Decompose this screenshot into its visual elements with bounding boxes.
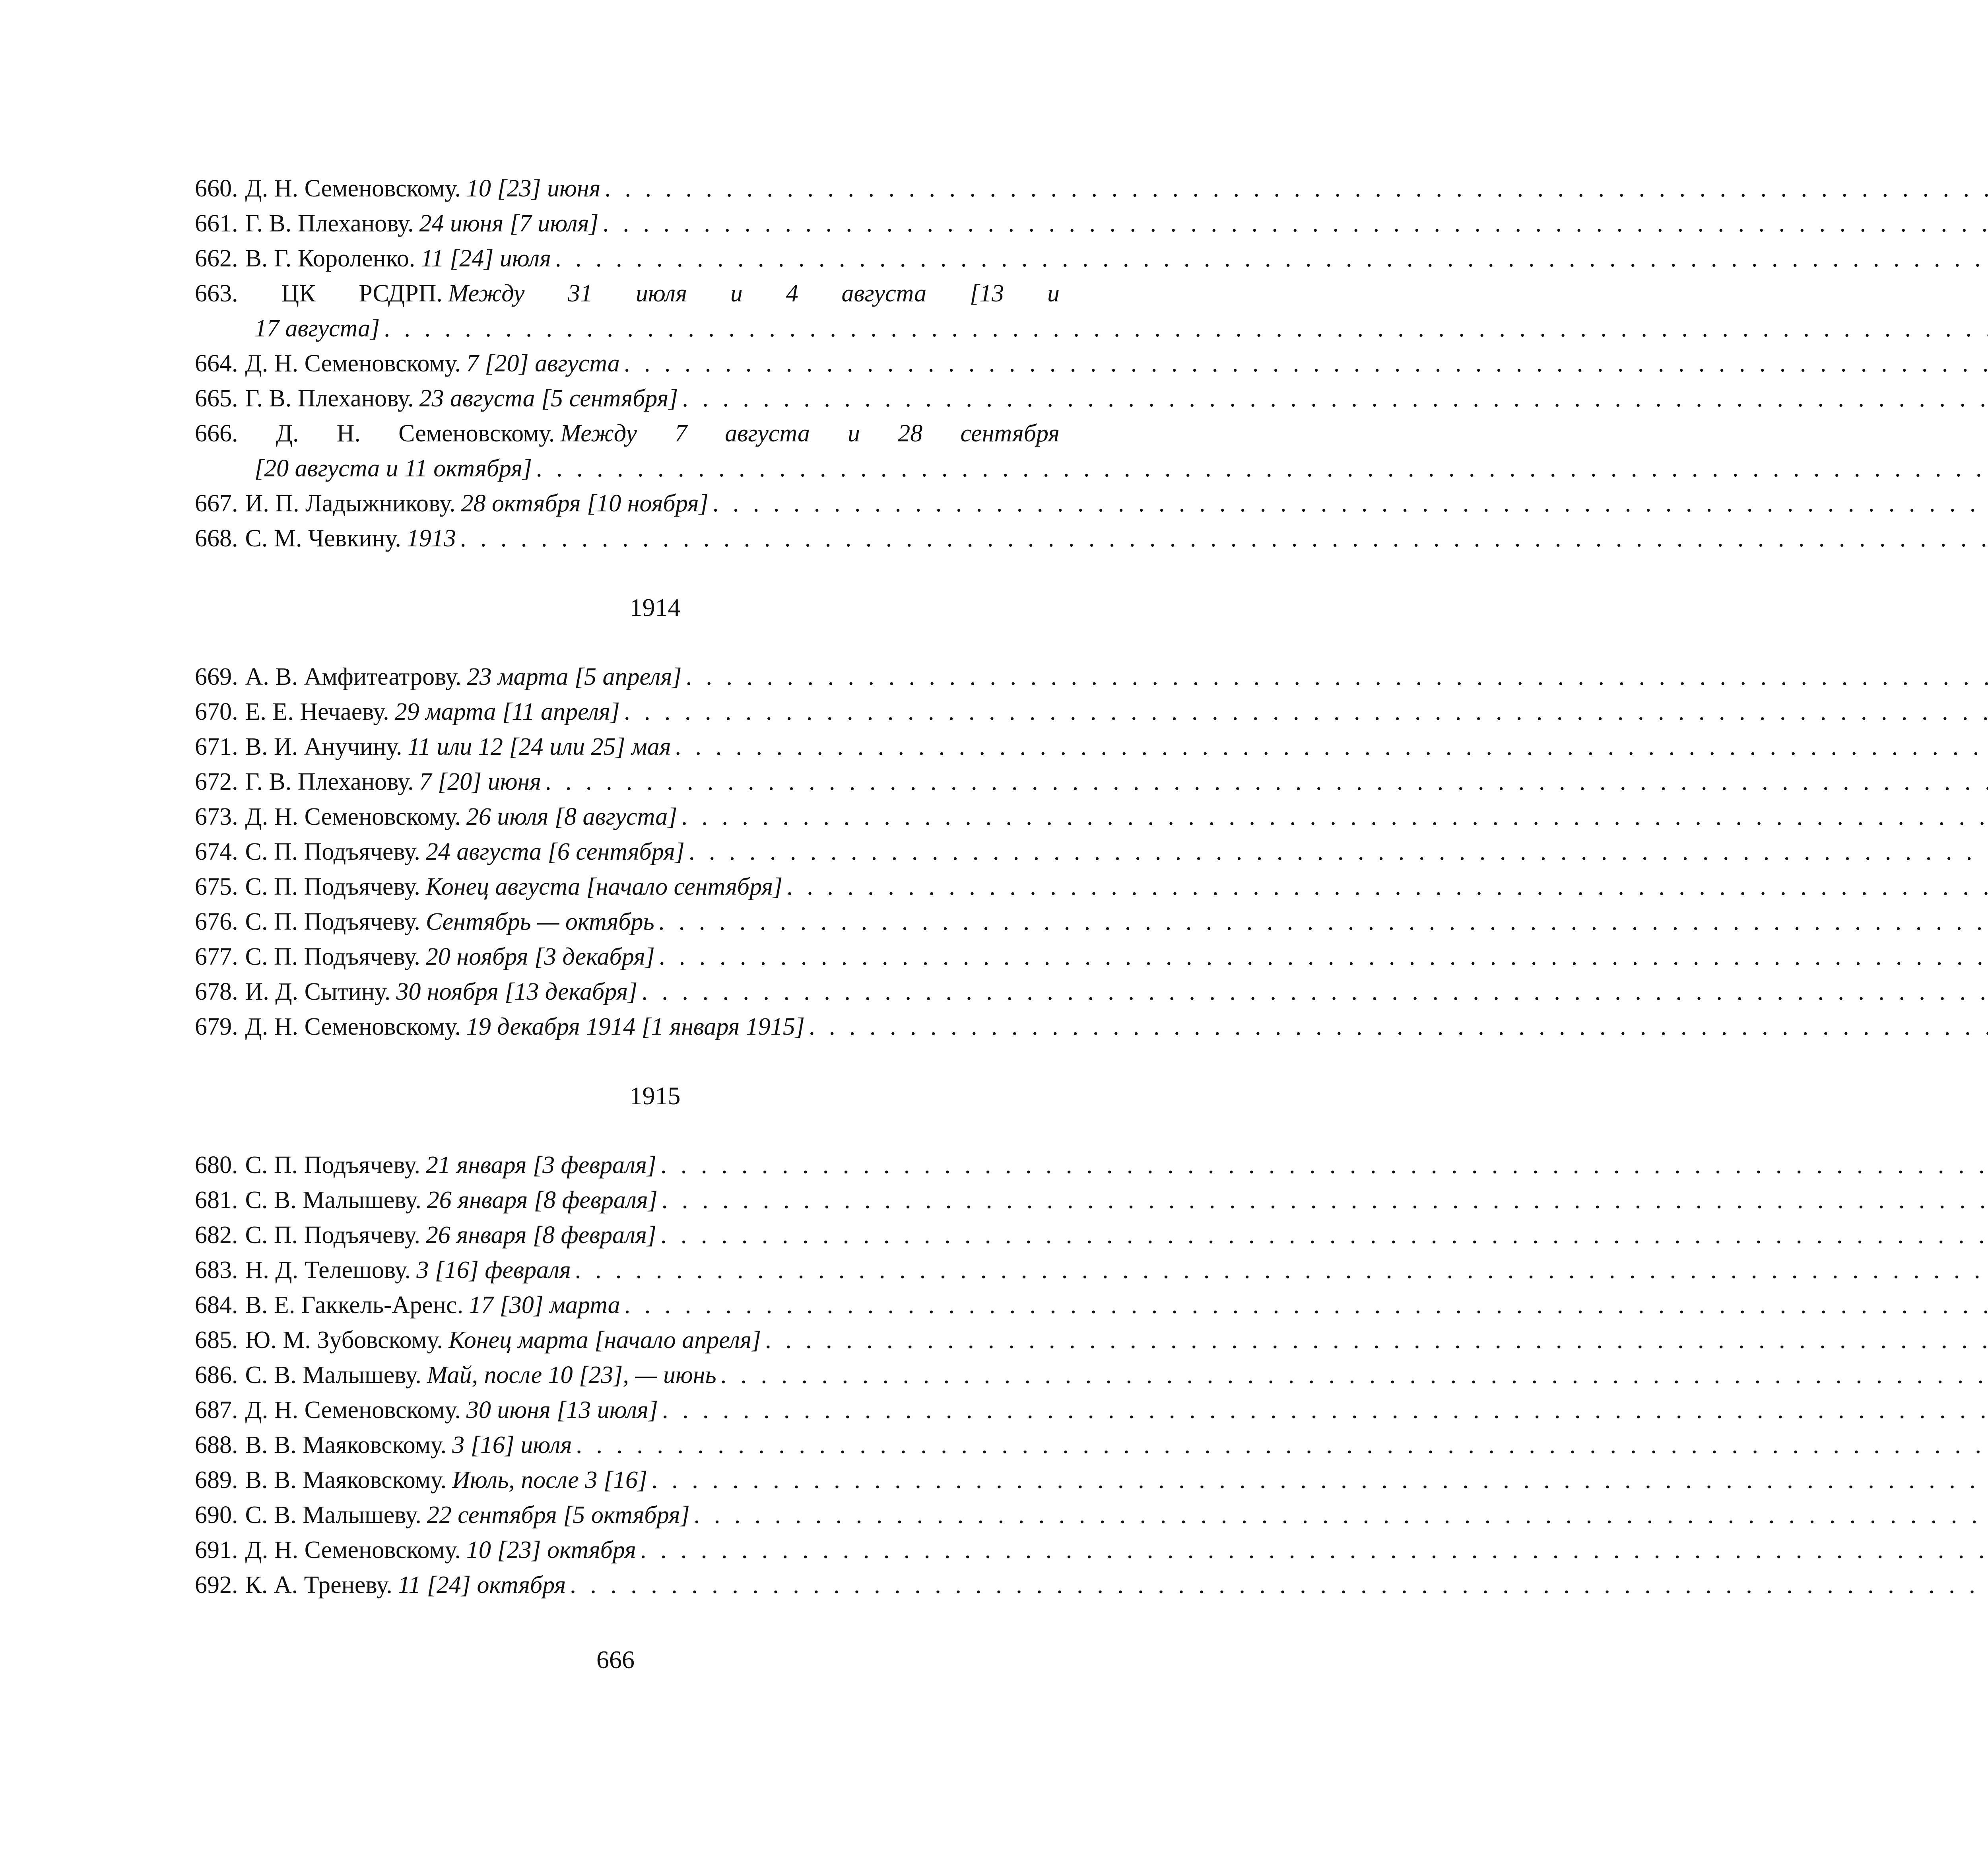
entry-addressee: Д. Н. Семеновскому. (276, 420, 555, 447)
entry-addressee: Г. В. Плеханову. (245, 210, 414, 237)
dot-leader (659, 939, 1988, 974)
entry-date: 11 [24] октября (398, 1571, 566, 1599)
dot-leader (384, 311, 1988, 346)
toc-entry (195, 1428, 1115, 1463)
toc-entry (195, 729, 1115, 764)
dot-leader (624, 1288, 1988, 1323)
toc-entry (195, 171, 1115, 206)
dot-leader (720, 1358, 1988, 1393)
toc-section (195, 171, 1115, 556)
entry-number: 670. (195, 698, 238, 725)
entry-title (245, 206, 599, 241)
entry-date: Май, после 10 [23], — июнь (427, 1362, 716, 1389)
entry-addressee: В. И. Анучину. (245, 733, 402, 760)
entry-addressee: С. П. Подъячеву. (245, 1222, 420, 1249)
entry-number: 683. (195, 1257, 238, 1284)
dot-leader (660, 1218, 1988, 1253)
entry-number: 684. (195, 1292, 238, 1319)
toc-entry (195, 939, 1115, 974)
entry-date: 11 [24] июля (421, 245, 551, 272)
entry-addressee: Д. Н. Семеновскому. (245, 350, 461, 377)
toc-entry (195, 1498, 1115, 1533)
dot-leader (576, 1428, 1988, 1463)
entry-title (245, 1393, 658, 1428)
entry-date: 1913 (406, 525, 456, 552)
toc-entry (195, 1288, 1115, 1323)
entry-addressee: И. П. Ладыжникову. (245, 490, 456, 517)
entry-date: 23 августа [5 сентября] (419, 385, 678, 412)
entry-title (245, 1568, 566, 1603)
entry-addressee: С. В. Малышеву. (245, 1187, 421, 1214)
toc-entry (195, 1323, 1115, 1358)
dot-leader (545, 764, 1988, 799)
entry-date: 10 [23] октября (466, 1536, 636, 1564)
entry-number: 680. (195, 1152, 238, 1179)
entry-title (245, 974, 638, 1009)
year-heading: 1915 (629, 1082, 681, 1110)
entry-number: 688. (195, 1432, 238, 1459)
entry-number: 691. (195, 1536, 238, 1564)
entry-addressee: Д. Н. Семеновскому. (245, 1536, 461, 1564)
entry-continuation-line (195, 451, 1115, 486)
entry-title (245, 834, 685, 869)
entry-addressee: А. В. Амфитеатрову. (245, 663, 462, 690)
entry-title (245, 764, 542, 799)
toc-entry (195, 1148, 1115, 1183)
dot-leader (575, 1253, 1988, 1288)
entry-number: 679. (195, 1013, 238, 1040)
entry-date: 22 сентября [5 октября] (427, 1502, 690, 1529)
dot-leader (624, 694, 1988, 729)
entry-title (245, 381, 678, 416)
entry-number: 692. (195, 1571, 238, 1599)
entry-addressee: Ю. М. Зубовскому. (245, 1327, 443, 1354)
entry-addressee: В. Г. Короленко. (245, 245, 415, 272)
toc-entry (195, 1393, 1115, 1428)
entry-number: 674. (195, 838, 238, 865)
entry-number: 676. (195, 908, 238, 935)
page-number: 666 (596, 1645, 635, 1674)
dot-leader (809, 1009, 1988, 1044)
entry-addressee: В. В. Маяковскому. (245, 1432, 447, 1459)
toc-entry (195, 764, 1115, 799)
dot-leader (662, 1183, 1988, 1218)
dot-leader (681, 799, 1988, 834)
toc-entry (195, 486, 1115, 521)
entry-title (245, 1428, 572, 1463)
entry-date: 7 [20] июня (419, 768, 542, 795)
toc-entry (195, 869, 1115, 904)
entry-addressee: С. П. Подъячеву. (245, 1152, 420, 1179)
entry-addressee: С. В. Малышеву. (245, 1362, 421, 1389)
toc-entry (195, 1009, 1115, 1044)
entry-number: 669. (195, 663, 238, 690)
toc-entry (195, 1253, 1115, 1288)
entry-title (245, 1253, 571, 1288)
entry-addressee: С. П. Подъячеву. (245, 908, 420, 935)
entry-date: Между 31 июля и 4 августа [13 и (448, 280, 1060, 307)
entry-title (245, 799, 678, 834)
entry-number: 664. (195, 350, 238, 377)
entry-addressee: С. М. Чевкину. (245, 525, 401, 552)
entry-date: 29 марта [11 апреля] (394, 698, 620, 725)
entry-number: 677. (195, 943, 238, 970)
toc-entry (195, 241, 1115, 276)
entry-date: 24 августа [6 сентября] (425, 838, 685, 865)
toc-entry (195, 1183, 1115, 1218)
dot-leader (675, 729, 1988, 764)
toc-entry (195, 276, 1115, 346)
entry-number: 665. (195, 385, 238, 412)
entry-addressee: Д. Н. Семеновскому. (245, 803, 461, 830)
entry-date: 11 или 12 [24 или 25] мая (408, 733, 671, 760)
entry-addressee: И. Д. Сытину. (245, 978, 391, 1005)
entry-addressee: Г. В. Плеханову. (245, 768, 414, 795)
entry-number: 663. (195, 280, 238, 307)
entry-date: 7 [20] августа (466, 350, 620, 377)
dot-leader (689, 834, 1988, 869)
toc-entry (195, 1358, 1115, 1393)
entry-number: 685. (195, 1327, 238, 1354)
entry-number: 686. (195, 1362, 238, 1389)
entry-date: 3 [16] февраля (416, 1257, 571, 1284)
toc-entry (195, 206, 1115, 241)
entry-date: Между 7 августа и 28 сентября (560, 420, 1060, 447)
entry-date: Июль, после 3 [16] (452, 1467, 648, 1494)
toc-entry (195, 381, 1115, 416)
entry-date: 30 ноября [13 декабря] (396, 978, 638, 1005)
entry-date: 19 декабря 1914 [1 января 1915] (466, 1013, 805, 1040)
entry-date: 28 октября [10 ноября] (461, 490, 709, 517)
toc-entry (195, 1463, 1115, 1498)
entry-date: Конец августа [начало сентября] (425, 873, 783, 900)
entry-number: 690. (195, 1502, 238, 1529)
entry-addressee: ЦК РСДРП. (281, 280, 443, 307)
entry-title (245, 486, 709, 521)
entry-number: 668. (195, 525, 238, 552)
entry-number: 681. (195, 1187, 238, 1214)
dot-leader (682, 381, 1988, 416)
dot-leader (536, 451, 1988, 486)
dot-leader (555, 241, 1988, 276)
entry-date: 24 июня [7 июля] (419, 210, 599, 237)
toc-entry (195, 904, 1115, 939)
dot-leader (712, 486, 1988, 521)
entry-title (245, 939, 655, 974)
toc-entry (195, 1568, 1115, 1603)
entry-title (245, 521, 456, 556)
dot-leader (641, 974, 1988, 1009)
entry-title (245, 1183, 658, 1218)
dot-leader (460, 521, 1988, 556)
entry-number: 662. (195, 245, 238, 272)
dot-leader (603, 206, 1988, 241)
entry-date: 3 [16] июля (452, 1432, 572, 1459)
entry-addressee: С. П. Подъячеву. (245, 873, 420, 900)
entry-title (245, 869, 783, 904)
entry-title-line (195, 276, 1115, 311)
entry-addressee: С. В. Малышеву. (245, 1502, 421, 1529)
entry-title (245, 694, 620, 729)
entry-title-line (195, 416, 1115, 451)
entry-number: 687. (195, 1397, 238, 1424)
toc-section (195, 1148, 1115, 1603)
dot-leader (786, 869, 1988, 904)
entry-title (245, 1009, 805, 1044)
dot-leader (694, 1498, 1988, 1533)
toc-entry (195, 416, 1115, 486)
toc-entry (195, 1533, 1115, 1568)
entry-title (245, 1148, 657, 1183)
entry-number: 682. (195, 1222, 238, 1249)
entry-title (245, 346, 620, 381)
entry-date: 30 июня [13 июля] (466, 1397, 658, 1424)
entry-addressee: С. П. Подъячеву. (245, 838, 420, 865)
toc-section (195, 659, 1115, 1044)
toc-entry (195, 521, 1115, 556)
entry-number: 673. (195, 803, 238, 830)
entry-number: 660. (195, 175, 238, 202)
dot-leader (685, 659, 1988, 694)
entry-continuation-line (195, 311, 1115, 346)
dot-leader (765, 1323, 1988, 1358)
entry-addressee: В. Е. Гаккель-Аренс. (245, 1292, 464, 1319)
entry-date: Сентябрь — октябрь (425, 908, 654, 935)
entry-number: 678. (195, 978, 238, 1005)
dot-leader (658, 904, 1988, 939)
toc-entry (195, 659, 1115, 694)
entry-number: 672. (195, 768, 238, 795)
entry-addressee: Д. Н. Семеновскому. (245, 1397, 461, 1424)
entry-addressee: В. В. Маяковскому. (245, 1467, 447, 1494)
toc-entry (195, 834, 1115, 869)
entry-date: 26 июля [8 августа] (466, 803, 678, 830)
dot-leader (651, 1463, 1988, 1498)
entry-addressee: Г. В. Плеханову. (245, 385, 414, 412)
entry-title (245, 171, 601, 206)
entry-addressee: Е. Е. Нечаеву. (245, 698, 389, 725)
entry-number: 667. (195, 490, 238, 517)
entry-number: 661. (195, 210, 238, 237)
entry-addressee: С. П. Подъячеву. (245, 943, 420, 970)
entry-addressee: Д. Н. Семеновскому. (245, 175, 461, 202)
dot-leader (662, 1393, 1988, 1428)
entry-date: 21 января [3 февраля] (425, 1152, 657, 1179)
toc-entry (195, 694, 1115, 729)
entry-date: Конец марта [начало апреля] (448, 1327, 761, 1354)
dot-leader (604, 171, 1988, 206)
entry-addressee: Д. Н. Семеновскому. (245, 1013, 461, 1040)
entry-title (245, 1323, 761, 1358)
entry-number: 671. (195, 733, 238, 760)
entry-date: 23 марта [5 апреля] (467, 663, 682, 690)
entry-addressee: Н. Д. Телешову. (245, 1257, 411, 1284)
entry-title (245, 729, 671, 764)
entry-title (245, 659, 682, 694)
entry-date: 26 января [8 февраля] (427, 1187, 658, 1214)
dot-leader (570, 1568, 1988, 1603)
entry-date: 10 [23] июня (466, 175, 601, 202)
dot-leader (640, 1533, 1988, 1568)
entry-number: 689. (195, 1467, 238, 1494)
toc-entry (195, 346, 1115, 381)
year-heading: 1914 (629, 593, 681, 622)
entry-date-continuation: [20 августа и 11 октября] (254, 455, 532, 482)
entry-title (245, 1498, 690, 1533)
entry-title (245, 1288, 620, 1323)
entry-title (245, 1358, 716, 1393)
entry-number: 666. (195, 420, 238, 447)
dot-leader (660, 1148, 1988, 1183)
entry-date: 26 января [8 февраля] (425, 1222, 657, 1249)
entry-title (245, 241, 551, 276)
dot-leader (624, 346, 1988, 381)
table-of-contents (195, 171, 1115, 1603)
entry-date: 20 ноября [3 декабря] (425, 943, 655, 970)
toc-entry (195, 974, 1115, 1009)
entry-title (245, 1463, 648, 1498)
entry-number: 675. (195, 873, 238, 900)
entry-title (245, 1533, 636, 1568)
entry-date: 17 [30] марта (469, 1292, 620, 1319)
entry-title (245, 904, 654, 939)
toc-entry (195, 1218, 1115, 1253)
entry-title (245, 1218, 657, 1253)
entry-date-continuation: 17 августа] (254, 315, 380, 342)
entry-addressee: К. А. Треневу. (245, 1571, 392, 1599)
toc-entry (195, 799, 1115, 834)
